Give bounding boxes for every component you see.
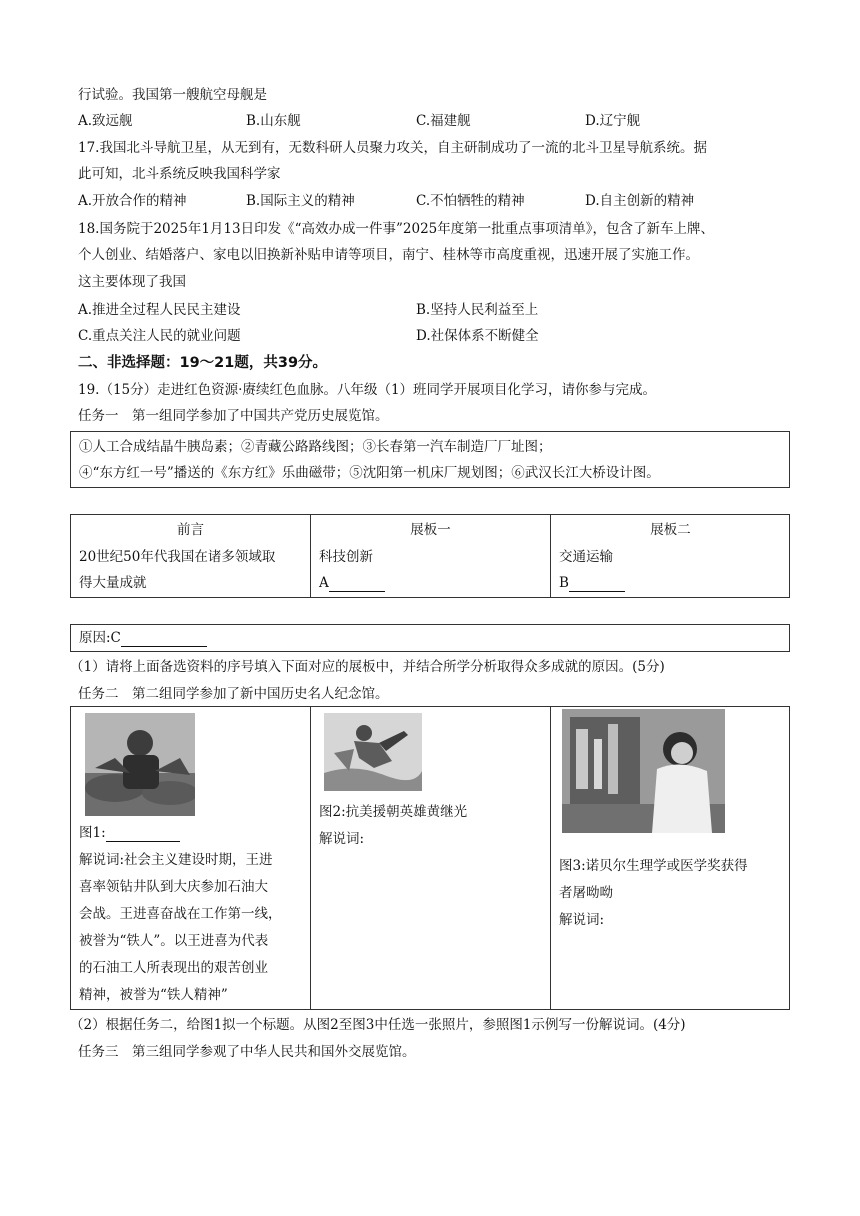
board2-answer bbox=[559, 574, 625, 592]
q17-stem-line1: 17.我国北斗导航卫星，从无到有，无数科研人员聚力攻关，自主研制成功了一流的北斗卫星导航系统。据 bbox=[78, 140, 707, 156]
fig2-caption: 图2:抗美援朝英雄黄继光 bbox=[319, 804, 468, 820]
preface-line1: 20世纪50年代我国在诸多领域取 bbox=[79, 549, 276, 565]
board2-topic: 交通运输 bbox=[559, 549, 613, 565]
q16-option-c: C.福建舰 bbox=[416, 113, 471, 129]
section-title: 二、非选择题：19～21题，共39分。 bbox=[78, 355, 328, 371]
reason-blank[interactable] bbox=[121, 632, 207, 647]
reason-label: 原因:C bbox=[79, 630, 121, 646]
preface-line2: 得大量成就 bbox=[79, 575, 147, 591]
materials-line1: ①人工合成结晶牛胰岛素；②青藏公路路线图；③长春第一汽车制造厂厂址图； bbox=[79, 439, 552, 455]
fig1-caption bbox=[79, 824, 180, 842]
q18-option-c: C.重点关注人民的就业问题 bbox=[78, 328, 241, 344]
q17-option-a: A.开放合作的精神 bbox=[78, 193, 187, 209]
fig1-explain-line: 的石油工人所表现出的艰苦创业 bbox=[79, 960, 268, 976]
q18-option-b: B.坚持人民利益至上 bbox=[416, 302, 539, 318]
fig1-explain-line: 精神，被誉为“铁人精神” bbox=[79, 987, 228, 1003]
exhibition-table bbox=[70, 514, 790, 598]
q16-option-d: D.辽宁舰 bbox=[585, 113, 641, 129]
fig3-caption-line2: 者屠呦呦 bbox=[559, 885, 613, 901]
board1-blank-label: A bbox=[319, 575, 329, 591]
task2-title: 任务二 第二组同学参加了新中国历史名人纪念馆。 bbox=[78, 686, 389, 702]
fig1-title-blank[interactable] bbox=[106, 827, 180, 842]
q18-stem-line3: 这主要体现了我国 bbox=[78, 274, 186, 290]
board1-topic: 科技创新 bbox=[319, 549, 373, 565]
q16-option-a: A.致远舰 bbox=[78, 113, 133, 129]
huang-jiguang-illustration bbox=[324, 713, 422, 791]
header-preface: 前言 bbox=[177, 522, 204, 538]
wang-jinxi-photo bbox=[85, 713, 195, 816]
q18-option-d: D.社保体系不断健全 bbox=[416, 328, 539, 344]
q18-stem-line1: 18.国务院于2025年1月13日印发《“高效办成一件事”2025年度第一批重点事项清单》，包含了新车上牌、 bbox=[78, 221, 715, 237]
task1-title: 任务一 第一组同学参加了中国共产党历史展览馆。 bbox=[78, 408, 389, 424]
q17-option-d: D.自主创新的精神 bbox=[585, 193, 695, 209]
q18-option-a: A.推进全过程人民民主建设 bbox=[78, 302, 241, 318]
fig1-explain-line: 喜率领钻井队到大庆参加石油大 bbox=[79, 879, 268, 895]
materials-line2: ④“东方红一号”播送的《东方红》乐曲磁带；⑤沈阳第一机床厂规划图；⑥武汉长江大桥设计图。 bbox=[79, 465, 660, 481]
q18-stem-line2: 个人创业、结婚落户、家电以旧换新补贴申请等项目，南宁、桂林等市高度重视，迅速开展了实施工作。 bbox=[78, 247, 699, 263]
reason-box bbox=[70, 624, 790, 652]
header-board1: 展板一 bbox=[410, 522, 451, 538]
task2-question: （2）根据任务二，给图1拟一个标题。从图2至图3中任选一张照片，参照图1示例写一份解说词。(4分) bbox=[70, 1017, 686, 1033]
task3-title: 任务三 第三组同学参观了中华人民共和国外交展览馆。 bbox=[78, 1044, 416, 1060]
task1-question: （1）请将上面备选资料的序号填入下面对应的展板中，并结合所学分析取得众多成就的原因。(5分) bbox=[70, 659, 665, 675]
fig1-explain-line: 解说词:社会主义建设时期，王进 bbox=[79, 852, 273, 868]
q17-stem-line2: 此可知，北斗系统反映我国科学家 bbox=[78, 166, 281, 182]
reason-answer bbox=[79, 629, 207, 647]
q16-option-b: B.山东舰 bbox=[246, 113, 301, 129]
board2-blank[interactable] bbox=[569, 577, 625, 592]
fig2-explain-label: 解说词: bbox=[319, 831, 365, 847]
board2-blank-label: B bbox=[559, 575, 569, 591]
tu-youyou-photo bbox=[562, 709, 725, 833]
fig1-caption-label: 图1: bbox=[79, 825, 106, 841]
q16-stem-tail: 行试验。我国第一艘航空母舰是 bbox=[78, 87, 267, 103]
q17-option-b: B.国际主义的精神 bbox=[246, 193, 355, 209]
fig3-caption-line1: 图3:诺贝尔生理学或医学奖获得 bbox=[559, 858, 748, 874]
fig3-explain-label: 解说词: bbox=[559, 912, 605, 928]
q17-option-c: C.不怕牺牲的精神 bbox=[416, 193, 525, 209]
board1-answer bbox=[319, 574, 385, 592]
q19-intro: 19.（15分）走进红色资源·赓续红色血脉。八年级（1）班同学开展项目化学习，请你参与完成。 bbox=[78, 382, 657, 398]
header-board2: 展板二 bbox=[650, 522, 691, 538]
board1-blank[interactable] bbox=[329, 577, 385, 592]
materials-box bbox=[70, 431, 790, 488]
figures-table bbox=[70, 706, 790, 1010]
fig1-explain-line: 被誉为“铁人”。以王进喜为代表 bbox=[79, 933, 269, 949]
fig1-explain-line: 会战。王进喜奋战在工作第一线， bbox=[79, 906, 282, 922]
